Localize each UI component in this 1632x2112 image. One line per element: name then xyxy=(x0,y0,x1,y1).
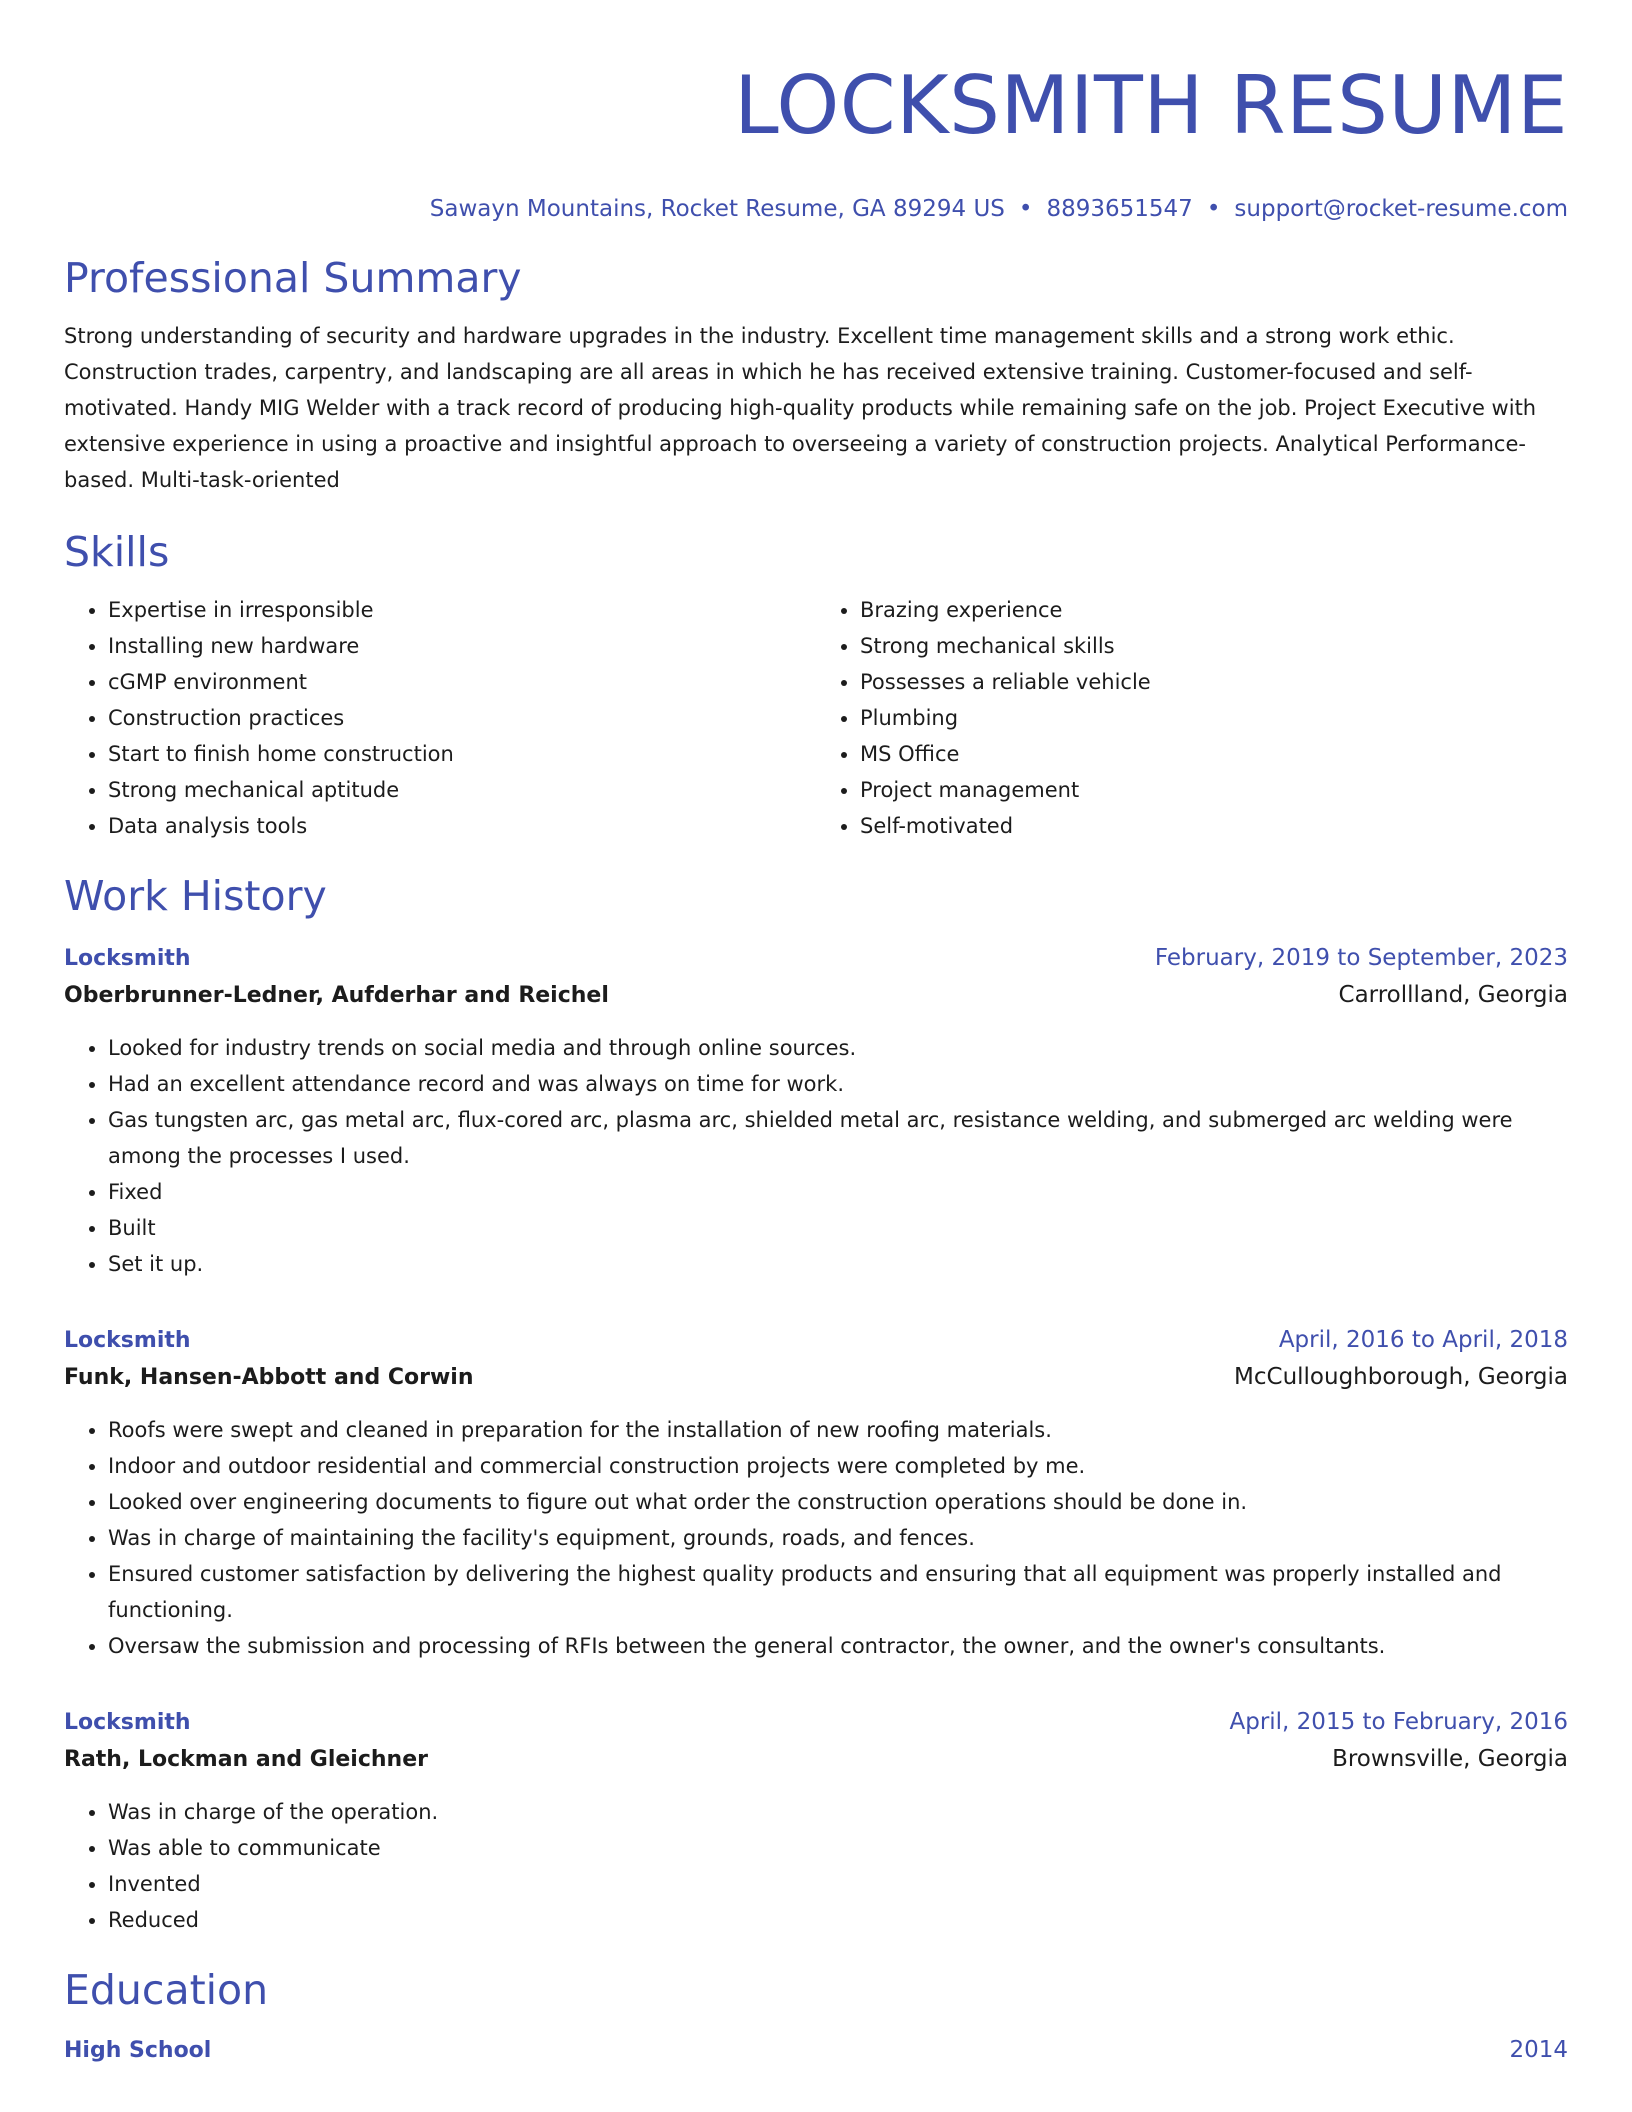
job-bullet: • Set it up. xyxy=(108,1246,1568,1282)
contact-phone: 8893651547 xyxy=(1046,196,1193,222)
resume-name: LOCKSMITH RESUME xyxy=(734,59,1568,152)
job-bullets xyxy=(64,1412,1568,1664)
job-dates: February, 2019 to September, 2023 xyxy=(1154,945,1568,971)
contact-address: Sawayn Mountains, Rocket Resume, GA 89294 US xyxy=(429,196,1005,222)
job-bullet: • Ensured customer satisfaction by delivering the highest quality products and ensuring that all equipment was properly installed and functioning. xyxy=(108,1556,1568,1628)
education-year: 2014 xyxy=(1509,2037,1568,2063)
skills-right-list xyxy=(816,592,1568,844)
skills-section xyxy=(64,526,1568,844)
skill-item: • Brazing experience xyxy=(860,592,1568,628)
job-dates: April, 2016 to April, 2018 xyxy=(1278,1327,1568,1353)
work-history-section xyxy=(64,870,1568,1938)
education-section xyxy=(64,1964,1568,2069)
resume-header xyxy=(64,56,1568,224)
job-bullet: • Oversaw the submission and processing of RFIs between the general contractor, the owner, and the owner's consultants. xyxy=(108,1628,1568,1664)
job-title-row xyxy=(64,1322,1568,1359)
job-company-row xyxy=(64,977,1568,1014)
education-heading: Education xyxy=(64,1966,269,2014)
contact-separator: • xyxy=(1206,196,1221,222)
job-entry xyxy=(64,1322,1568,1664)
job-bullet: • Reduced xyxy=(108,1902,1568,1938)
work-history-heading: Work History xyxy=(64,872,327,920)
skill-item: • Self-motivated xyxy=(860,808,1568,844)
skill-item: • Strong mechanical aptitude xyxy=(108,772,816,808)
summary-section xyxy=(64,252,1568,498)
skill-item: • cGMP environment xyxy=(108,664,816,700)
contact-separator: • xyxy=(1018,196,1033,222)
job-bullet: • Indoor and outdoor residential and commercial construction projects were completed by me. xyxy=(108,1448,1568,1484)
job-bullet: • Was able to communicate xyxy=(108,1830,1568,1866)
skill-item: • Plumbing xyxy=(860,700,1568,736)
skill-item: • Possesses a reliable vehicle xyxy=(860,664,1568,700)
job-bullet: • Looked over engineering documents to figure out what order the construction operations should be done in. xyxy=(108,1484,1568,1520)
contact-email[interactable]: support@rocket-resume.com xyxy=(1234,196,1568,222)
job-bullet: • Roofs were swept and cleaned in preparation for the installation of new roofing materials. xyxy=(108,1412,1568,1448)
job-dates: April, 2015 to February, 2016 xyxy=(1229,1709,1568,1735)
job-company: Funk, Hansen-Abbott and Corwin xyxy=(64,1365,474,1390)
summary-text: Strong understanding of security and hardware upgrades in the industry. Excellent time management skills and a strong work ethic. Construction trades, carpentry, and landscaping are all areas in which he has received extensive training. Customer-focused and self-motivated. Handy MIG Welder with a track record of producing high-quality products while remaining safe on the job. Project Executive with extensive experience in using a proactive and insightful approach to overseeing a variety of construction projects. Analytical Performance-based. Multi-task-oriented xyxy=(64,324,1537,492)
job-bullet: • Built xyxy=(108,1210,1568,1246)
job-entry xyxy=(64,1704,1568,1938)
job-bullets xyxy=(64,1030,1568,1282)
job-bullets xyxy=(64,1794,1568,1938)
job-bullet: • Had an excellent attendance record and was always on time for work. xyxy=(108,1066,1568,1102)
job-title: Locksmith xyxy=(64,1328,191,1353)
job-title: Locksmith xyxy=(64,946,191,971)
job-title-row xyxy=(64,940,1568,977)
job-location: Brownsville, Georgia xyxy=(1332,1746,1568,1772)
skill-item: • Installing new hardware xyxy=(108,628,816,664)
job-bullet: • Fixed xyxy=(108,1174,1568,1210)
job-company-row xyxy=(64,1741,1568,1778)
job-title: Locksmith xyxy=(64,1710,191,1735)
job-title-row xyxy=(64,1704,1568,1741)
skill-item: • Data analysis tools xyxy=(108,808,816,844)
summary-heading: Professional Summary xyxy=(64,254,522,302)
job-company-row xyxy=(64,1359,1568,1396)
job-company: Rath, Lockman and Gleichner xyxy=(64,1747,428,1772)
job-company: Oberbrunner-Ledner, Aufderhar and Reichel xyxy=(64,983,609,1008)
skills-left-list xyxy=(64,592,816,844)
skill-item: • Expertise in irresponsible xyxy=(108,592,816,628)
job-bullet: • Gas tungsten arc, gas metal arc, flux-cored arc, plasma arc, shielded metal arc, resistance welding, and submerged arc welding were among the processes I used. xyxy=(108,1102,1568,1174)
job-bullet: • Was in charge of the operation. xyxy=(108,1794,1568,1830)
education-degree: High School xyxy=(64,2038,212,2063)
job-bullet: • Was in charge of maintaining the facility's equipment, grounds, roads, and fences. xyxy=(108,1520,1568,1556)
contact-line xyxy=(64,194,1568,224)
job-location: McCulloughborough, Georgia xyxy=(1234,1364,1568,1390)
skills-heading: Skills xyxy=(64,528,170,576)
skill-item: • Project management xyxy=(860,772,1568,808)
skill-item: • MS Office xyxy=(860,736,1568,772)
skill-item: • Start to finish home construction xyxy=(108,736,816,772)
skill-item: • Construction practices xyxy=(108,700,816,736)
job-bullet: • Looked for industry trends on social media and through online sources. xyxy=(108,1030,1568,1066)
skills-columns xyxy=(64,592,1568,844)
job-entry xyxy=(64,940,1568,1282)
job-bullet: • Invented xyxy=(108,1866,1568,1902)
education-entry xyxy=(64,2032,1568,2069)
job-location: Carrollland, Georgia xyxy=(1338,982,1568,1008)
skill-item: • Strong mechanical skills xyxy=(860,628,1568,664)
